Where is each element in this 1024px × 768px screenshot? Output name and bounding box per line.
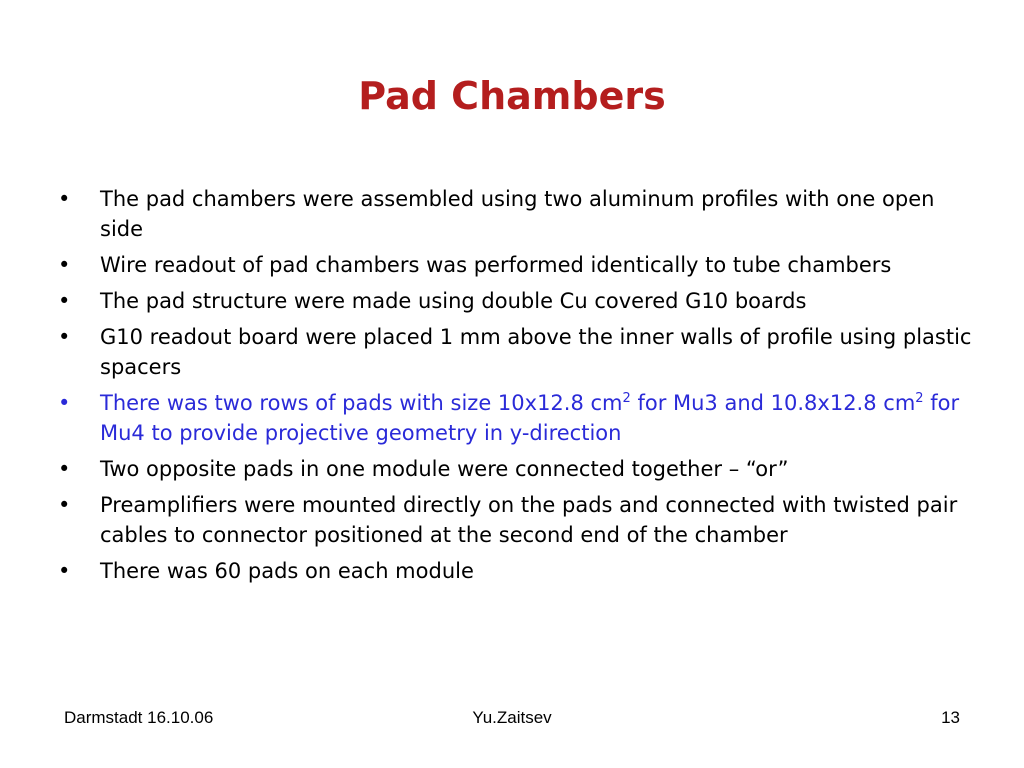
bullet-marker: • [58, 391, 71, 415]
bullet-text: Preamplifiers were mounted directly on the pads and connected with twisted pair cables to connector positioned at the second end of the chamber [100, 493, 958, 547]
bullet-text-part: for Mu3 and 10.8x12.8 cm [630, 391, 916, 415]
slide-title: Pad Chambers [358, 74, 666, 118]
bullet-item [58, 250, 978, 280]
bullet-marker: • [58, 493, 71, 517]
bullet-text: Wire readout of pad chambers was performed identically to tube chambers [100, 253, 892, 277]
bullet-text: The pad structure were made using double Cu covered G10 boards [100, 289, 807, 313]
bullet-item [58, 556, 978, 586]
bullet-marker: • [58, 325, 71, 349]
bullet-item [58, 454, 978, 484]
bullet-text: Two opposite pads in one module were connected together – “or” [100, 457, 789, 481]
footer-location-date: Darmstadt 16.10.06 [64, 708, 214, 727]
footer-page-number: 13 [941, 708, 960, 727]
bullet-text-part: for Mu4 to provide projective geometry in y-direction [100, 391, 960, 445]
bullet-text: There was 60 pads on each module [100, 559, 474, 583]
footer-author: Yu.Zaitsev [472, 708, 552, 727]
bullet-item [58, 184, 978, 244]
bullet-text: The pad chambers were assembled using two aluminum profiles with one open side [100, 187, 935, 241]
bullet-list [58, 184, 978, 592]
bullet-item-highlighted [58, 388, 978, 448]
superscript: 2 [622, 391, 631, 406]
bullet-item [58, 286, 978, 316]
superscript: 2 [915, 391, 924, 406]
bullet-item [58, 322, 978, 382]
bullet-marker: • [58, 289, 71, 313]
bullet-marker: • [58, 457, 71, 481]
bullet-item [58, 490, 978, 550]
bullet-marker: • [58, 253, 71, 277]
bullet-text: G10 readout board were placed 1 mm above the inner walls of profile using plastic spacers [100, 325, 972, 379]
bullet-marker: • [58, 559, 71, 583]
bullet-text-part: There was two rows of pads with size 10x12.8 cm [100, 391, 623, 415]
bullet-marker: • [58, 187, 71, 211]
